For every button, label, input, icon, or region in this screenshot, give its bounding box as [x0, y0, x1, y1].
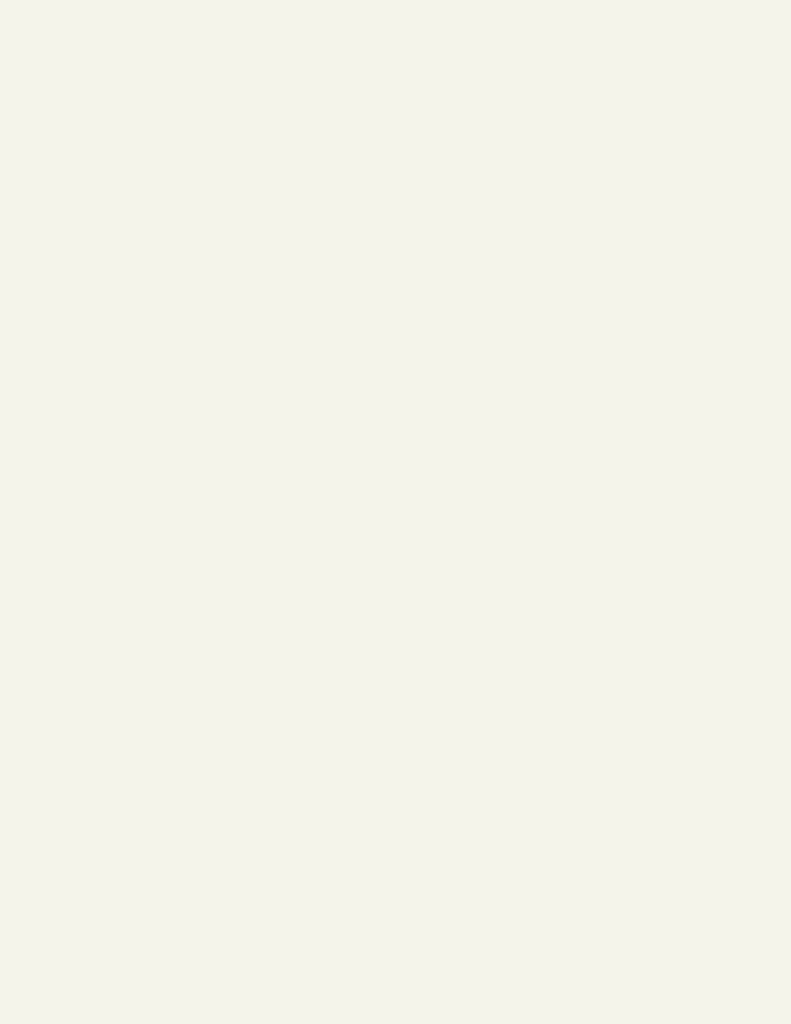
- name-line: [0, 549, 791, 584]
- grade-heading: [0, 589, 791, 627]
- name-line: [0, 627, 791, 662]
- pencil-border-top: [0, 0, 791, 135]
- name-line: [0, 480, 791, 515]
- pencil-border-bottom: [0, 905, 791, 1024]
- grade-section-4: [0, 702, 791, 775]
- honor-roll-list: [0, 225, 791, 859]
- grade-section-1: [0, 225, 791, 367]
- name-line: [0, 445, 791, 480]
- grade-section-5: [0, 781, 791, 854]
- name-line: [0, 819, 791, 854]
- grade-heading: [0, 225, 791, 263]
- name-line: [0, 298, 791, 333]
- grade-heading: [0, 781, 791, 819]
- grade-section-3: [0, 589, 791, 696]
- name-line: [0, 514, 791, 549]
- name-line: [0, 332, 791, 367]
- grade-heading: [0, 373, 791, 411]
- name-line: [0, 740, 791, 775]
- grade-section-2: [0, 373, 791, 584]
- name-line: [0, 411, 791, 446]
- grade-heading: [0, 702, 791, 740]
- name-line: [0, 263, 791, 298]
- name-line: [0, 662, 791, 697]
